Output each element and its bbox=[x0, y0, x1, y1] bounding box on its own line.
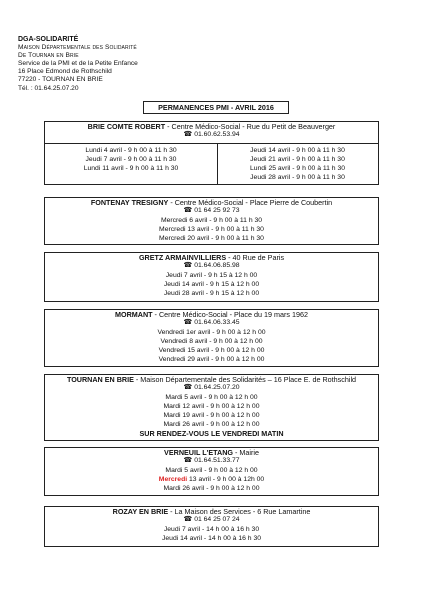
phone-number: 01.60.62.53.94 bbox=[194, 131, 240, 138]
date-line: Jeudi 14 avril - 14 h 00 à 16 h 30 bbox=[162, 534, 261, 542]
town-name: TOURNAN EN BRIE bbox=[66, 375, 134, 384]
date-line: Lundi 25 avril - 9 h 00 à 11 h 30 bbox=[249, 165, 346, 172]
date-line: Vendredi 29 avril - 9 h 00 à 12 h 00 bbox=[158, 355, 265, 363]
date-line: Mardi 12 avril - 9 h 00 à 12 h 00 bbox=[163, 402, 260, 410]
phone-number: 01.64.06.33.45 bbox=[194, 319, 240, 326]
date-line: Jeudi 14 avril - 9 h 00 à 11 h 30 bbox=[250, 147, 345, 154]
section-title bbox=[45, 253, 378, 262]
section-mormant bbox=[44, 309, 379, 367]
town-name: ROZAY EN BRIE bbox=[112, 507, 169, 516]
phone-icon: ☎ bbox=[183, 457, 193, 464]
phone-line bbox=[45, 207, 378, 216]
phone-line bbox=[45, 319, 378, 328]
org-line-6: Tél. : 01.64.25.07.20 bbox=[18, 84, 79, 92]
phone-icon: ☎ bbox=[183, 262, 193, 269]
date-line: Lundi 11 avril - 9 h 00 à 11 h 30 bbox=[83, 165, 179, 172]
date-line: Jeudi 7 avril - 9 h 15 à 12 h 00 bbox=[165, 271, 258, 279]
date-line: Mercredi 13 avril - 9 h 00 à 11 h 30 bbox=[159, 225, 264, 233]
town-name: VERNEUIL L'ETANG bbox=[164, 448, 233, 457]
town-place: - Mairie bbox=[232, 448, 259, 457]
section-title bbox=[45, 198, 378, 207]
phone-icon: ☎ bbox=[183, 319, 193, 326]
phone-number: 01 64 25 07 24 bbox=[194, 516, 240, 523]
org-name: DGA-SOLIDARITÉ bbox=[18, 36, 79, 43]
section-tournan-en-brie bbox=[44, 374, 379, 441]
phone-number: 01.64.51.33.77 bbox=[194, 457, 240, 464]
date-line: Mardi 26 avril - 9 h 00 à 12 h 00 bbox=[163, 484, 260, 492]
town-place: - 40 Rue de Paris bbox=[226, 253, 285, 262]
date-line: Mardi 5 avril - 9 h 00 à 12 h 00 bbox=[165, 393, 258, 401]
date-line: Mercredi 20 avril - 9 h 00 à 11 h 30 bbox=[159, 234, 264, 242]
section-gretz-armainvilliers bbox=[44, 252, 379, 302]
date-line: Jeudi 14 avril - 9 h 15 à 12 h 00 bbox=[163, 280, 260, 288]
date-line: Jeudi 7 avril - 9 h 00 à 11 h 30 bbox=[85, 156, 177, 163]
phone-icon: ☎ bbox=[183, 131, 193, 138]
right-column bbox=[217, 146, 378, 182]
section-fontenay-tresigny bbox=[44, 197, 379, 245]
org-line-4: 16 Place Edmond de Rothschild bbox=[18, 68, 112, 76]
town-name: GRETZ ARMAINVILLIERS bbox=[138, 253, 227, 262]
date-line: Mardi 5 avril - 9 h 00 à 12 h 00 bbox=[165, 466, 258, 474]
date-line: Jeudi 7 avril - 14 h 00 à 16 h 30 bbox=[163, 525, 260, 533]
date-line: Jeudi 28 avril - 9 h 15 à 12 h 00 bbox=[163, 289, 260, 297]
phone-icon: ☎ bbox=[183, 384, 193, 391]
town-name: FONTENAY TRESIGNY bbox=[90, 198, 169, 207]
org-line-2: De Tournan en Brie bbox=[18, 52, 79, 60]
date-line: Jeudi 21 avril - 9 h 00 à 11 h 30 bbox=[250, 156, 345, 163]
org-line-5: 77220 - TOURNAN EN BRIE bbox=[18, 76, 103, 84]
date-line: Mercredi 6 avril - 9 h 00 à 11 h 30 bbox=[160, 216, 263, 224]
section-title bbox=[45, 448, 378, 457]
phone-number: 01.64.06.85.98 bbox=[194, 262, 240, 269]
section-title bbox=[45, 122, 378, 131]
phone-line bbox=[45, 384, 378, 393]
town-name: BRIE COMTE ROBERT bbox=[87, 122, 166, 131]
town-place: - La Maison des Services - 6 Rue Lamartine bbox=[168, 507, 311, 516]
phone-icon: ☎ bbox=[183, 207, 193, 214]
phone-line bbox=[45, 457, 378, 466]
highlighted-day: Mercredi bbox=[158, 475, 188, 483]
page-title: PERMANENCES PMI - AVRIL 2016 bbox=[143, 101, 289, 114]
town-place: - Centre Médico-Social - Place Pierre de Coubertin bbox=[168, 198, 333, 207]
phone-number: 01 64 25 92 73 bbox=[194, 207, 240, 214]
phone-line bbox=[45, 516, 378, 525]
phone-icon: ☎ bbox=[183, 516, 193, 523]
section-title bbox=[45, 375, 378, 384]
date-line: Mardi 19 avril - 9 h 00 à 12 h 00 bbox=[163, 411, 260, 419]
org-line-3: Service de la PMI et de la Petite Enfance bbox=[18, 60, 138, 68]
appointment-note: SUR RENDEZ-VOUS LE VENDREDI MATIN bbox=[139, 428, 284, 438]
section-title bbox=[45, 507, 378, 516]
phone-line bbox=[45, 262, 378, 271]
town-place: - Centre Médico-Social - Rue du Petit de Beauverger bbox=[165, 122, 336, 131]
phone-line bbox=[45, 131, 378, 140]
left-column bbox=[45, 146, 217, 173]
section-title bbox=[45, 310, 378, 319]
town-name: MORMANT bbox=[115, 310, 153, 319]
letterhead bbox=[18, 36, 138, 93]
section-verneuil-letang bbox=[44, 447, 379, 496]
date-line: Vendredi 1er avril - 9 h 00 à 12 h 00 bbox=[157, 328, 266, 336]
town-place: - Maison Départementale des Solidarités – 16 Place E. de Rothschild bbox=[133, 375, 357, 384]
date-line: Vendredi 15 avril - 9 h 00 à 12 h 00 bbox=[158, 346, 265, 354]
date-line: Jeudi 28 avril - 9 h 00 à 11 h 30 bbox=[250, 174, 345, 181]
org-line-1: Maison Départementale des Solidarité bbox=[18, 44, 137, 52]
date-line: Vendredi 8 avril - 9 h 00 à 12 h 00 bbox=[160, 337, 263, 345]
section-brie-comte-robert bbox=[44, 121, 379, 185]
date-line-highlight bbox=[45, 475, 378, 484]
date-line: Mardi 26 avril - 9 h 00 à 12 h 00 bbox=[163, 420, 260, 428]
town-place: - Centre Médico-Social - Place du 19 mars 1962 bbox=[152, 310, 308, 319]
date-line: Lundi 4 avril - 9 h 00 à 11 h 30 bbox=[85, 147, 177, 154]
highlighted-date: 13 avril - 9 h 00 à 12h 00 bbox=[187, 475, 265, 483]
section-rozay-en-brie bbox=[44, 506, 379, 547]
schedule-split bbox=[45, 143, 378, 184]
phone-number: 01.64.25.07.20 bbox=[194, 384, 240, 391]
